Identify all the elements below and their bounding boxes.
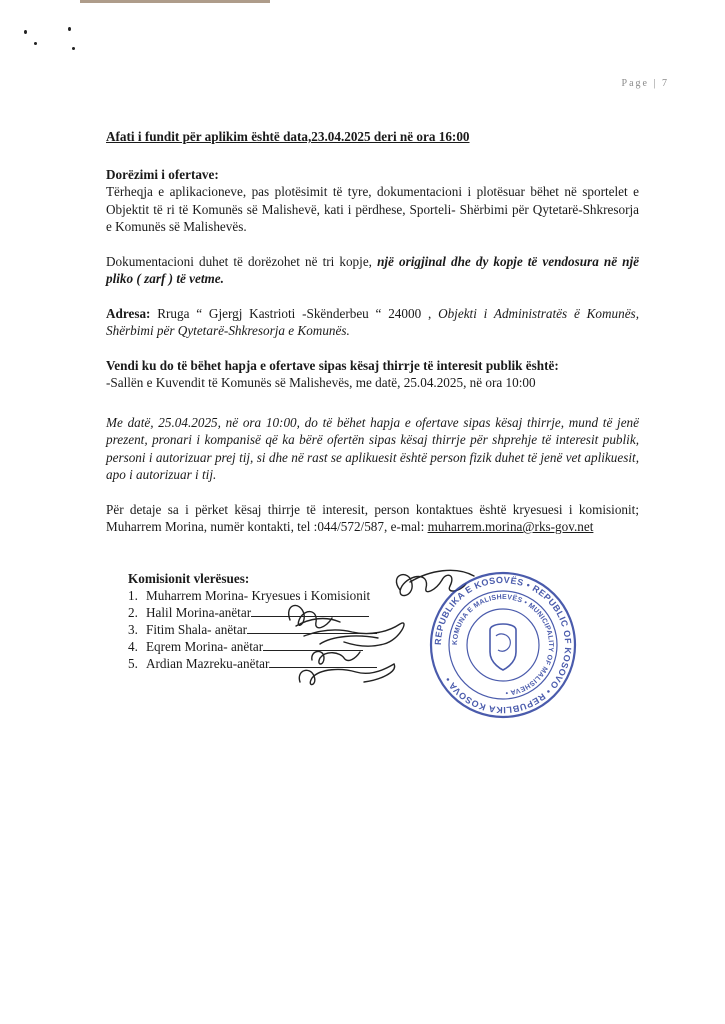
document-body bbox=[106, 128, 639, 553]
scan-speck bbox=[34, 42, 37, 45]
committee-member: 3. Fitim Shala- anëtar bbox=[128, 621, 377, 638]
committee-member: 2. Halil Morina-anëtar bbox=[128, 604, 377, 621]
committee-member: 5. Ardian Mazreku-anëtar bbox=[128, 655, 377, 672]
committee-member: 1. Muharrem Morina- Kryesues i Komisionit bbox=[128, 588, 371, 603]
submission-text: Tërheqja e aplikacioneve, pas plotësimit të tyre, dokumentacioni i plotësuar bëhet në sportelet e Objektit të ri të Komunës së Malishevë, kati i përdhese, Sporteli- Shërbimi për Qytetarë-Shkresorja e Komunës së Malishevës. bbox=[106, 184, 639, 234]
address-street: Rruga “ Gjergj Kastrioti -Skënderbeu “ 24000 , bbox=[150, 305, 439, 321]
opening-heading: Vendi ku do të bëhet hapja e ofertave sipas kësaj thirrje të interesit publik është: bbox=[106, 357, 559, 373]
member-name: Eqrem Morina- anëtar bbox=[146, 639, 264, 654]
submission-heading: Dorëzimi i ofertave: bbox=[106, 166, 219, 182]
submission-section bbox=[106, 166, 639, 236]
seal-inner-text: KOMUNA E MALISHEVËS • MUNICIPALITY OF MALISHEVA • bbox=[451, 593, 555, 696]
seal-outer-text: REPUBLIKA E KOSOVËS • REPUBLIC OF KOSOVO • REPUBLIKA KOSOVA • bbox=[432, 574, 574, 716]
contact-email-link[interactable]: muharrem.morina@rks-gov.net bbox=[427, 519, 594, 534]
scan-edge-mark bbox=[80, 0, 270, 3]
committee-title: Komisionit vlerësues: bbox=[128, 571, 250, 586]
copies-text: Dokumentacioni duhet të dorëzohet në tri kopje, bbox=[106, 253, 378, 269]
contact-text: Për detaje sa i përket kësaj thirrje të interesit, person kontaktues është kryesuesi i komisionit; Muharrem Morina, numër kontakti, tel :044/572/587, e-mal: bbox=[106, 501, 639, 534]
address-label: Adresa: bbox=[106, 305, 151, 321]
opening-text: -Sallën e Kuvendit të Komunës së Malishevës, me datë, 25.04.2025, në ora 10:00 bbox=[106, 375, 536, 390]
member-name: Halil Morina-anëtar bbox=[146, 605, 252, 620]
deadline-line: Afati i fundit për aplikim është data,23.04.2025 deri në ora 16:00 bbox=[106, 129, 470, 144]
address-section bbox=[106, 305, 639, 340]
member-name: Fitim Shala- anëtar bbox=[146, 622, 248, 637]
committee-member: 4. Eqrem Morina- anëtar bbox=[128, 638, 377, 655]
scan-speck bbox=[72, 47, 75, 50]
opening-section bbox=[106, 357, 639, 392]
page-number: Page | 7 bbox=[621, 78, 669, 89]
member-name: Muharrem Morina- Kryesues i Komisionit bbox=[146, 588, 371, 603]
member-name: Ardian Mazreku-anëtar bbox=[146, 656, 270, 671]
scan-speck bbox=[24, 30, 27, 34]
contact-section bbox=[106, 501, 639, 536]
municipal-seal bbox=[428, 570, 578, 720]
address-building: Objekti i Administratës ë Komunës, Shërbimi për Qytetarë-Shkresorja e Komunës. bbox=[106, 305, 639, 338]
scan-speck bbox=[68, 27, 71, 31]
copies-emphasis: një origjinal dhe dy kopje të vendosura në një pliko ( zarf ) të vetme. bbox=[106, 253, 639, 286]
copies-section bbox=[106, 253, 639, 288]
notice-paragraph: Me datë, 25.04.2025, në ora 10:00, do të bëhet hapja e ofertave sipas kësaj thirrje, mund të jenë prezent, pronari i kompanisë që ka bërë ofertën sipas kësaj thirrje për shprehje të interesit publik, personi i autorizuar prej tij, si dhe në rast se aplikuesit është person fizik duhet të jenë vet aplikuesit, apo i autorizuar i tij. bbox=[106, 414, 639, 482]
